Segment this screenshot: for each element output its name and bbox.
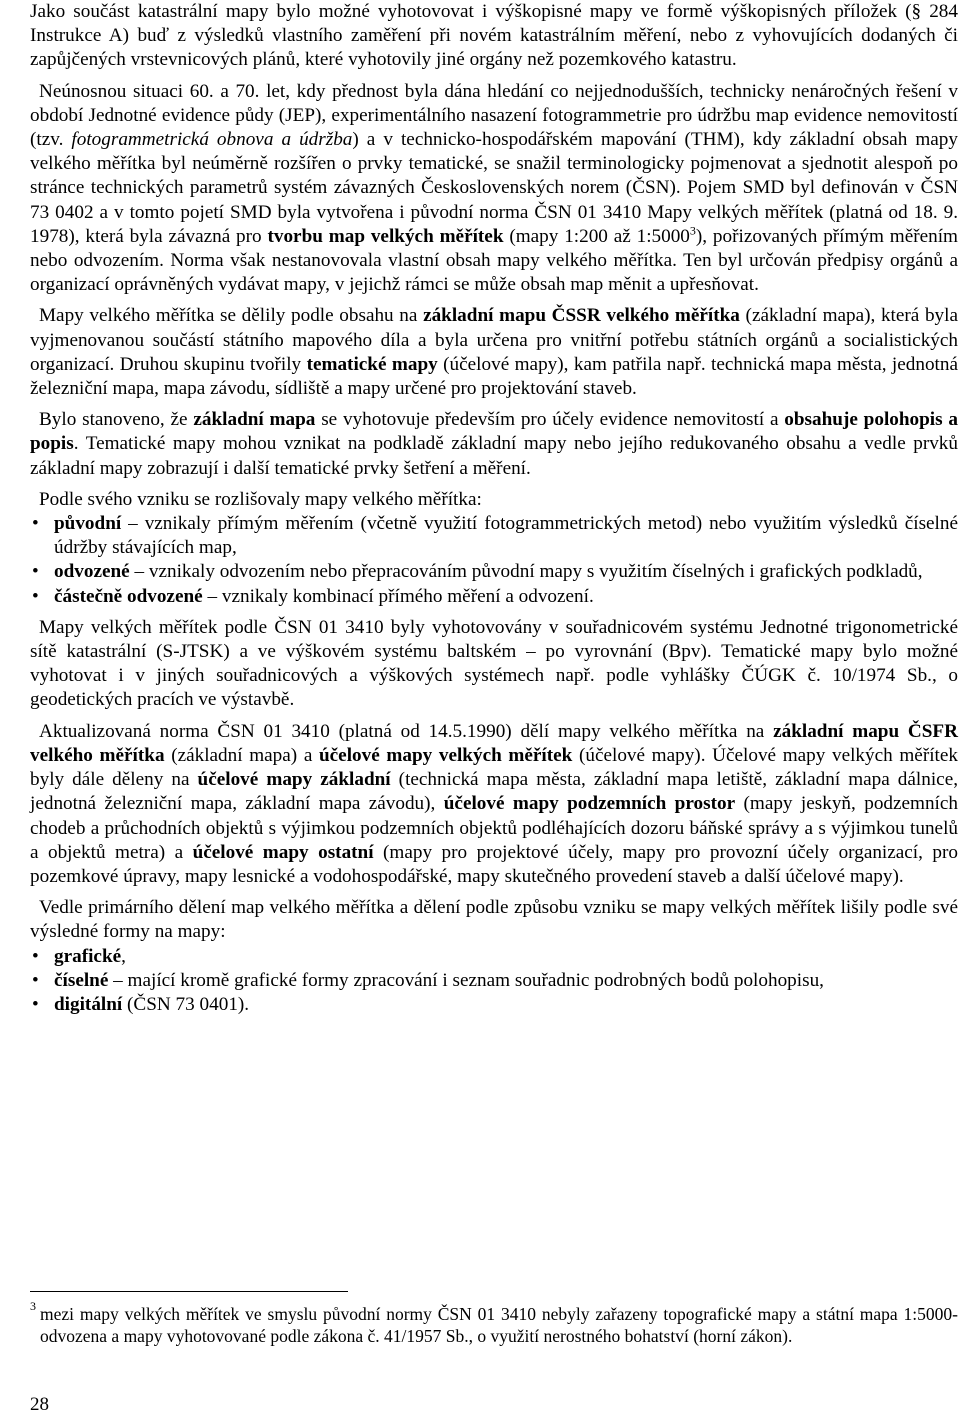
bullet-icon: • <box>32 585 39 607</box>
footnote-reference: 3 <box>689 223 696 238</box>
bold-term: tematické mapy <box>306 353 438 375</box>
list-item <box>30 585 958 609</box>
text-run: – vznikaly kombinací přímého měření a odvození. <box>202 585 594 607</box>
text-run: Aktualizovaná norma ČSN 01 3410 (platná od 14.5.1990) dělí mapy velkého měřítka na <box>39 720 774 742</box>
bold-term: digitální <box>54 993 123 1015</box>
list-item <box>30 945 958 969</box>
list-item <box>30 512 958 560</box>
list-item <box>30 969 958 993</box>
bullet-icon: • <box>32 993 39 1015</box>
bold-term: základní mapu ČSFR velkého měřítka <box>30 720 958 766</box>
bold-term: základní mapu ČSSR velkého měřítka <box>423 305 740 327</box>
text-run: (mapy 1:200 až 1:5000 <box>503 225 690 247</box>
italic-term: fotogrammetrická obnova a údržba <box>71 129 353 151</box>
bold-term: základní mapa <box>193 409 316 431</box>
list-vznik <box>30 512 958 609</box>
bold-term: odvozené <box>54 561 130 583</box>
text-run: (mapy pro projektové účely, mapy pro provozní účely organizací, pro pozemkové úpravy, mapy lesnické a vodohospodářské, mapy skutečného provedení staveb a další účelové mapy). <box>30 841 958 887</box>
paragraph-aktualizovana-norma <box>30 720 958 889</box>
bold-term: účelové mapy ostatní <box>192 841 374 863</box>
footnote-separator <box>30 1291 348 1292</box>
text-run: – vznikaly odvozením nebo přepracováním původní mapy s využitím číselných i grafických podkladů, <box>129 561 923 583</box>
text-run: . Tematické mapy mohou vznikat na podkladě základní mapy nebo jejího redukovaného obsahu a vedle prvků základní mapy zobrazují i další tematické prvky šetření a měření. <box>30 433 958 479</box>
text-run: Neúnosnou situaci 60. a 70. let, kdy přednost byla dána hledání co nejjednodušších, technicky nenáročných řešení v období Jednotné evidence půdy (JEP), experimentálního nasazení fotogrammetrie pro údržbu map evidence nemovitostí (tzv. <box>30 80 958 151</box>
bold-term: číselné <box>54 969 109 991</box>
text-run: (ČSN 73 0401). <box>122 993 250 1015</box>
bold-term: částečně odvozené <box>54 585 203 607</box>
text-run: ), pořizovaných přímým měřením nebo odvozením. Norma však nestanovovala vlastní obsah mapy velkého měřítka. Ten byl určován předpisy orgánů a organizací oprávněných vydávat mapy, v jejichž rámci se může obsah map měnit a upřesňovat. <box>30 225 958 296</box>
bold-term: účelové mapy podzemních prostor <box>443 793 736 815</box>
text-run: se vyhotovuje především pro účely evidence nemovitostí a <box>315 409 785 431</box>
paragraph-vznik-intro: Podle svého vzniku se rozlišovaly mapy velkého měřítka: <box>39 488 482 510</box>
footnote-mark: 3 <box>30 1299 36 1313</box>
paragraph-obsah-deleni <box>30 304 958 401</box>
bold-term: obsahuje polohopis a popis <box>30 409 958 455</box>
text-run: (účelové mapy). Účelové mapy velkých měřítek byly dále děleny na <box>30 744 958 791</box>
bold-term: tvorbu map velkých měřítek <box>267 225 504 247</box>
list-item <box>30 993 958 1017</box>
bullet-icon: • <box>32 945 39 967</box>
text-run: – mající kromě grafické formy zpracování i seznam souřadnic podrobných bodů polohopisu, <box>108 969 824 991</box>
text-run: Mapy velkého měřítka se dělily podle obsahu na <box>39 305 424 327</box>
bold-term: účelové mapy velkých měřítek <box>318 744 573 766</box>
text-run: (základní mapa), která byla vyjmenovanou součástí státního mapového díla a byla určena pro vnitřní potřebu státních orgánů a socialistických organizací. Druhou skupinu tvořily <box>30 305 958 375</box>
text-run: (technická mapa města, základní mapa letiště, základní mapa dálnice, jednotná železniční mapa, základní mapa závodu), <box>30 769 959 815</box>
text-run: (mapy jeskyň, podzemních chodeb a průchodních objektů s výjimkou podzemních objektů podléhajících dozoru báňské správy a s výjimkou tunelů a objektů metra) a <box>30 793 958 863</box>
text-run: – vznikaly přímým měřením (včetně využití fotogrammetrických metod) nebo využitím výsledků číselné údržby stávajících map, <box>54 513 958 559</box>
text-run: , <box>121 945 126 967</box>
paragraph-zakladni-mapa <box>30 408 958 481</box>
page-number: 28 <box>30 1394 49 1415</box>
footnote-text: mezi mapy velkých měřítek ve smyslu původní normy ČSN 01 3410 nebyly zařazeny topografické mapy a státní mapa 1:5000-odvozena a mapy vyhotovované podle zákona č. 41/1957 Sb., o využití nerostného bohatství (horní zákon). <box>40 1304 958 1346</box>
paragraph-smd-definition <box>30 80 958 298</box>
list-forma <box>30 945 958 1018</box>
paragraph-forma-intro: Vedle primárního dělení map velkého měřítka a dělení podle způsobu vzniku se mapy velkých měřítek lišily podle své výsledné formy na mapy: <box>30 897 958 943</box>
bullet-icon: • <box>32 561 39 583</box>
bold-term: grafické <box>54 945 122 967</box>
text-run: (účelové mapy), kam patřila např. technická mapa města, jednotná železniční mapa, mapa závodu, sídliště a mapy určené pro projektování staveb. <box>30 353 958 400</box>
footnote <box>30 1299 958 1347</box>
text-run: ) a v technicko-hospodářském mapování (THM), kdy základní obsah mapy velkého měřítka byl neúměrně rozšířen o prvky tematické, se snažil terminologicky pojmenovat a sjednotit alespoň po stránce technických parametrů systém závazných Československých norem (ČSN). Pojem SMD byl definován v ČSN 73 0402 a v tomto pojetí SMD byla vytvořena i původní norma ČSN 01 3410 Mapy velkých měřítek (platná od 18. 9. 1978), která byla závazná pro <box>30 129 958 247</box>
text-run: Bylo stanoveno, že <box>39 409 194 431</box>
bold-term: původní <box>54 513 122 535</box>
paragraph-vyskopisne-mapy: Jako součást katastrální mapy bylo možné vyhotovovat i výškopisné mapy ve formě výškopisných příložek (§ 284 Instrukce A) buď z výsledků vlastního zaměření při novém katastrálním měření, nebo z vyhovujících dodaných či zapůjčených vrstevnicových plánů, které vyhotovily jiné orgány než pozemkového katastru. <box>30 1 958 71</box>
document-page <box>30 0 959 1415</box>
bold-term: účelové mapy základní <box>197 769 391 791</box>
text-run: (základní mapa) a <box>164 744 319 766</box>
list-item <box>30 560 958 584</box>
paragraph-souradnicovy-system: Mapy velkých měřítek podle ČSN 01 3410 byly vyhotovovány v souřadnicovém systému Jednotné trigonometrické sítě katastrální (S-JTSK) a ve výškovém systému baltském – po vyrovnání (Bpv). Tematické mapy bylo možné vyhotovat i v jiných souřadnicových a výškových systémech např. podle vyhlášky ČÚGK č. 10/1974 Sb., o geodetických pracích ve výstavbě. <box>30 616 958 711</box>
bullet-icon: • <box>32 969 39 991</box>
bullet-icon: • <box>32 513 39 535</box>
